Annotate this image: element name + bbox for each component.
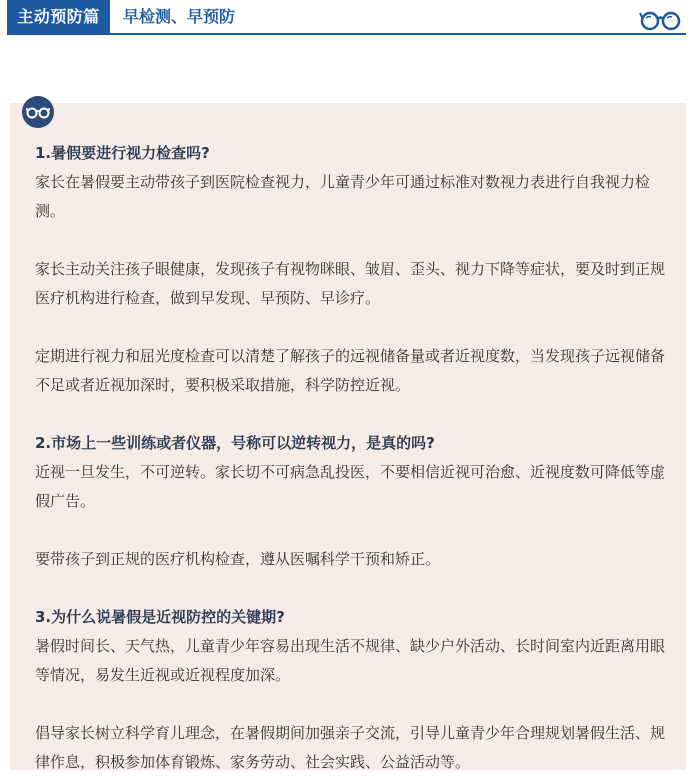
article-body bbox=[35, 139, 665, 777]
answer-paragraph: 倡导家长树立科学育儿理念，在暑假期间加强亲子交流，引导儿童青少年合理规划暑假生活、规律作息，积极参加体育锻炼、家务劳动、社会实践、公益活动等。 bbox=[35, 724, 666, 771]
card-badge bbox=[22, 96, 54, 128]
header-divider bbox=[7, 33, 686, 35]
section-subtitle: 早检测、早预防 bbox=[123, 7, 236, 26]
glasses-icon bbox=[639, 9, 683, 31]
header-bar bbox=[7, 0, 686, 35]
answer-paragraph: 定期进行视力和屈光度检查可以清楚了解孩子的远视储备量或者近视度数，当发现孩子远视储备不足或者近视加深时，要积极采取措施，科学防控近视。 bbox=[35, 347, 666, 394]
answer-paragraph: 近视一旦发生，不可逆转。家长切不可病急乱投医，不要相信近视可治愈、近视度数可降低等虚假广告。 bbox=[35, 463, 666, 510]
answer-paragraph: 家长主动关注孩子眼健康，发现孩子有视物眯眼、皱眉、歪头、视力下降等症状，要及时到正规医疗机构进行检查，做到早发现、早预防、早诊疗。 bbox=[35, 260, 666, 307]
answer-paragraph: 家长在暑假要主动带孩子到医院检查视力，儿童青少年可通过标准对数视力表进行自我视力检测。 bbox=[35, 173, 651, 220]
glasses-icon bbox=[26, 105, 50, 119]
section-tag: 主动预防篇 bbox=[7, 0, 110, 34]
answer-paragraph: 要带孩子到正规的医疗机构检查，遵从医嘱科学干预和矫正。 bbox=[35, 550, 441, 568]
question-title: 3.为什么说暑假是近视防控的关键期? bbox=[35, 608, 285, 626]
question-title: 2.市场上一些训练或者仪器，号称可以逆转视力，是真的吗? bbox=[35, 434, 435, 452]
answer-paragraph: 暑假时间长、天气热，儿童青少年容易出现生活不规律、缺少户外活动、长时间室内近距离用眼等情况，易发生近视或近视程度加深。 bbox=[35, 637, 666, 684]
question-title: 1.暑假要进行视力检查吗? bbox=[35, 144, 210, 162]
